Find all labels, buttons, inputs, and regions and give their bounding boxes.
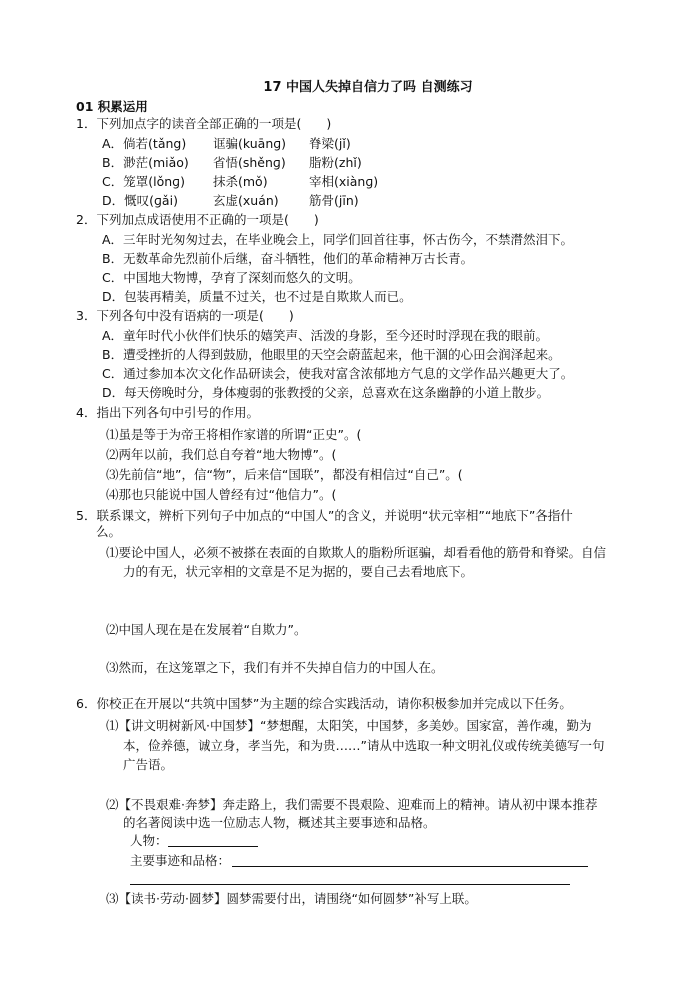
- q6-item-2: ⑵【不畏艰难·奔梦】奔走路上，我们需要不畏艰险、迎难而上的精神。请从初中课本推荐: [106, 797, 598, 812]
- q3-option-b: B．遭受挫折的人得到鼓励，他眼里的天空会蔚蓝起来，他干涸的心田会润泽起来。: [102, 347, 561, 362]
- q3-option-c: C．通过参加本次文化作品研读会，使我对富含浓郁地方气息的文学作品兴趣更大了。: [102, 366, 574, 381]
- q1-option-c: C．笼罩(lǒnɡ) 抹杀(mǒ) 宰相(xiànɡ): [102, 174, 379, 189]
- deeds-answer-line-1[interactable]: [232, 866, 588, 867]
- q2-option-b: B．无数革命先烈前仆后继，奋斗牺牲，他们的革命精神万古长青。: [102, 251, 474, 266]
- q6-stem: 6．你校正在开展以“共筑中国梦”为主题的综合实践活动，请你积极参加并完成以下任务。: [76, 696, 572, 711]
- deeds-label: 主要事迹和品格：: [130, 853, 231, 868]
- q4-item-2: ⑵两年以前，我们总自夸着“地大物博”。(: [106, 447, 337, 462]
- section-heading: 01 积累运用: [76, 99, 148, 114]
- q5-stem: 5．联系课文，辨析下列句子中加点的“中国人”的含义，并说明“状元宰相”“地底下”各指什: [76, 508, 573, 523]
- q3-stem: 3．下列各句中没有语病的一项是( ): [76, 308, 294, 323]
- q6-item-1-cont: 本，俭养德，诚立身，孝当先，和为贵……”请从中选取一种文明礼仪或传统美德写一句: [123, 738, 605, 753]
- person-answer-line[interactable]: [168, 846, 258, 847]
- deeds-answer-line-2[interactable]: [130, 884, 570, 885]
- q6-item-1-cont2: 广告语。: [123, 757, 174, 772]
- q2-option-d: D．包装再精美，质量不过关，也不过是自欺欺人而已。: [102, 289, 412, 304]
- q2-stem: 2．下列加点成语使用不正确的一项是( ): [76, 212, 319, 227]
- q4-item-3: ⑶先前信“地”，信“物”，后来信“国联”，都没有相信过“自己”。(: [106, 467, 463, 482]
- q1-stem: 1．下列加点字的读音全部正确的一项是( ): [76, 116, 332, 131]
- q1-option-d: D．慨叹(ɡǎi) 玄虚(xuán) 筋骨(jīn): [102, 193, 359, 208]
- q5-item-2: ⑵中国人现在是在发展着“自欺力”。: [106, 622, 307, 637]
- q6-item-2-cont: 的名著阅读中选一位励志人物，概述其主要事迹和品格。: [123, 815, 436, 830]
- q5-stem-cont: 么。: [96, 524, 122, 539]
- q5-item-1-cont: 力的有无，状元宰相的文章是不足为据的，要自己去看地底下。: [123, 564, 474, 579]
- q5-item-1: ⑴要论中国人，必须不被搽在表面的自欺欺人的脂粉所诓骗，却看看他的筋骨和脊梁。自信: [106, 545, 607, 560]
- q4-item-1: ⑴虽是等于为帝王将相作家谱的所谓“正史”。(: [106, 427, 362, 442]
- q2-option-c: C．中国地大物博，孕育了深刻而悠久的文明。: [102, 270, 361, 285]
- q2-option-a: A．三年时光匆匆过去，在毕业晚会上，同学们回首往事，怀古伤今，不禁潸然泪下。: [102, 232, 574, 247]
- q1-option-a: A．倘若(tǎng) 诓骗(kuānɡ) 脊梁(jǐ): [102, 136, 351, 151]
- q3-option-a: A．童年时代小伙伴们快乐的嬉笑声、活泼的身影，至今还时时浮现在我的眼前。: [102, 328, 549, 343]
- q5-item-3: ⑶然而，在这笼罩之下，我们有并不失掉自信力的中国人在。: [106, 660, 444, 675]
- q4-stem: 4．指出下列各句中引号的作用。: [76, 405, 259, 420]
- q6-item-1: ⑴【讲文明树新风·中国梦】“梦想醒，太阳笑，中国梦，多美妙。国家富，善作魂，勤为: [106, 718, 592, 733]
- page-title: 17 中国人失掉自信力了吗 自测练习: [263, 80, 473, 95]
- person-label: 人物：: [130, 833, 168, 848]
- q3-option-d: D．每天傍晚时分，身体瘦弱的张教授的父亲，总喜欢在这条幽静的小道上散步。: [102, 385, 550, 400]
- q1-option-b: B．渺茫(miǎo) 省悟(shěnɡ) 脂粉(zhǐ): [102, 155, 362, 170]
- q6-item-3: ⑶【读书·劳动·圆梦】圆梦需要付出，请围绕“如何圆梦”补写上联。: [106, 891, 477, 906]
- q4-item-4: ⑷那也只能说中国人曾经有过“他信力”。(: [106, 487, 337, 502]
